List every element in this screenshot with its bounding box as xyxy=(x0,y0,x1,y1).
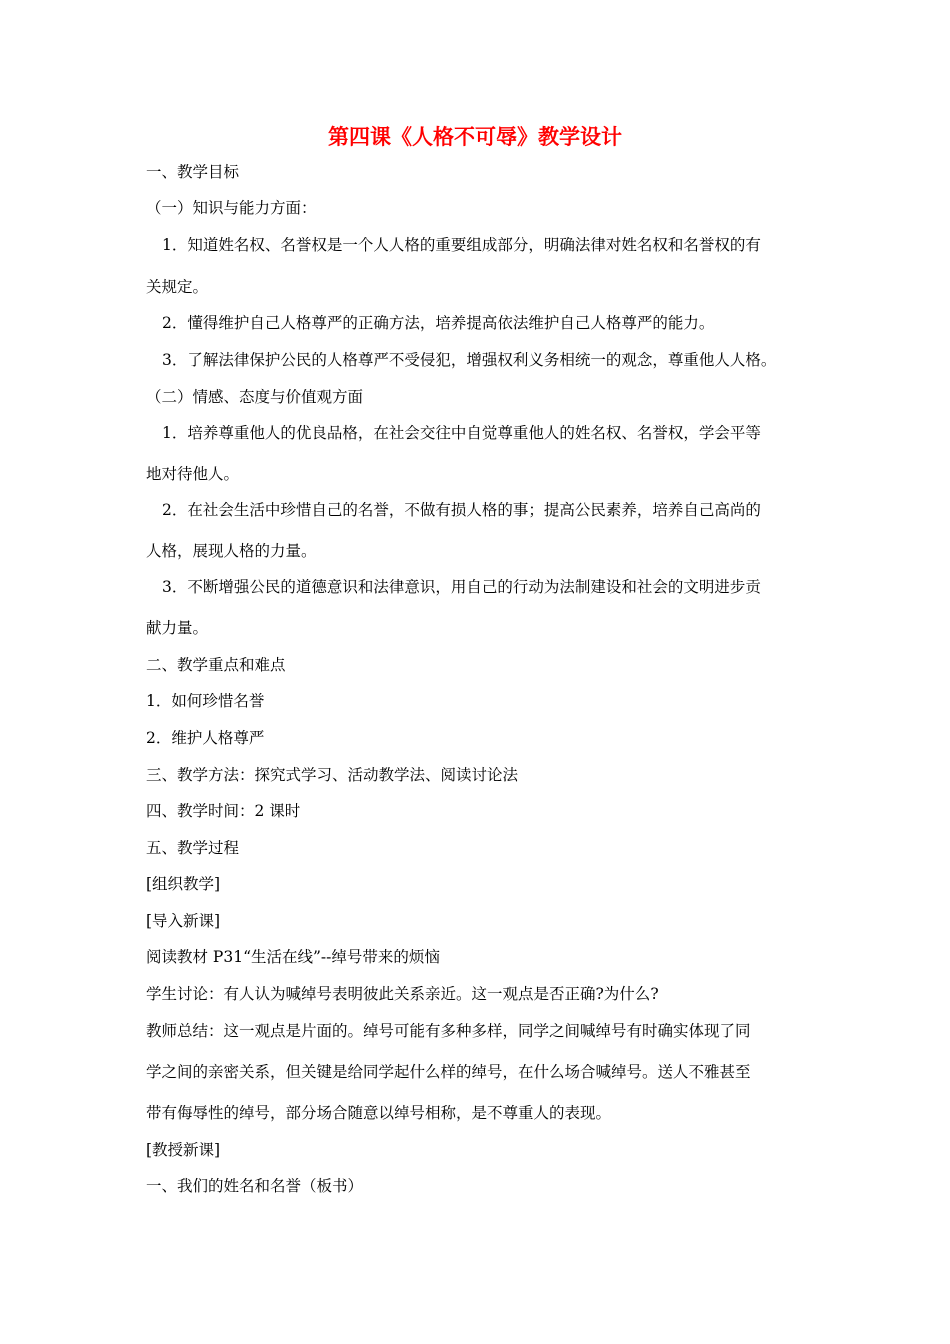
paragraph-line: 学之间的亲密关系，但关键是给同学起什么样的绰号，在什么场合喊绰号。送人不雅甚至 xyxy=(146,1063,751,1081)
paragraph-line: 1．如何珍惜名誉 xyxy=(146,692,265,710)
section-heading-process: 五、教学过程 xyxy=(146,839,240,857)
subsection-heading-emotion: （二）情感、态度与价值观方面 xyxy=(146,388,364,406)
paragraph-line: 2．在社会生活中珍惜自己的名誉，不做有损人格的事；提高公民素养，培养自己高尚的 xyxy=(162,501,761,519)
subsection-heading-knowledge: （一）知识与能力方面： xyxy=(146,199,317,217)
paragraph-line: 3．了解法律保护公民的人格尊严不受侵犯，增强权利义务相统一的观念，尊重他人人格。 xyxy=(162,351,777,369)
paragraph-line: [导入新课] xyxy=(146,912,221,930)
paragraph-line: 3．不断增强公民的道德意识和法律意识，用自己的行动为法制建设和社会的文明进步贡 xyxy=(162,578,761,596)
section-heading-time: 四、教学时间：2 课时 xyxy=(146,802,301,820)
paragraph-line: 1．培养尊重他人的优良品格，在社会交往中自觉尊重他人的姓名权、名誉权，学会平等 xyxy=(162,424,761,442)
paragraph-line: 2．懂得维护自己人格尊严的正确方法，培养提高依法维护自己人格尊严的能力。 xyxy=(162,314,715,332)
document-title: 第四课《人格不可辱》教学设计 xyxy=(328,124,622,149)
paragraph-line: 地对待他人。 xyxy=(146,465,240,483)
paragraph-line: 关规定。 xyxy=(146,278,209,296)
paragraph-line: 人格，展现人格的力量。 xyxy=(146,542,317,560)
paragraph-line: 带有侮辱性的绰号，部分场合随意以绰号相称，是不尊重人的表现。 xyxy=(146,1104,612,1122)
paragraph-line: 一、我们的姓名和名誉（板书） xyxy=(146,1177,364,1195)
paragraph-line: 学生讨论：有人认为喊绰号表明彼此关系亲近。这一观点是否正确?为什么? xyxy=(146,985,659,1003)
section-heading-keypoints: 二、教学重点和难点 xyxy=(146,656,286,674)
section-heading-methods: 三、教学方法：探究式学习、活动教学法、阅读讨论法 xyxy=(146,766,519,784)
section-heading-objectives: 一、教学目标 xyxy=(146,163,240,181)
paragraph-line: 阅读教材 P31“生活在线”--绰号带来的烦恼 xyxy=(146,948,440,966)
paragraph-line: 教师总结：这一观点是片面的。绰号可能有多种多样，同学之间喊绰号有时确实体现了同 xyxy=(146,1022,751,1040)
paragraph-line: 献力量。 xyxy=(146,619,209,637)
paragraph-line: [教授新课] xyxy=(146,1141,221,1159)
paragraph-line: 1．知道姓名权、名誉权是一个人人格的重要组成部分，明确法律对姓名权和名誉权的有 xyxy=(162,236,761,254)
paragraph-line: [组织教学] xyxy=(146,875,221,893)
paragraph-line: 2．维护人格尊严 xyxy=(146,729,265,747)
